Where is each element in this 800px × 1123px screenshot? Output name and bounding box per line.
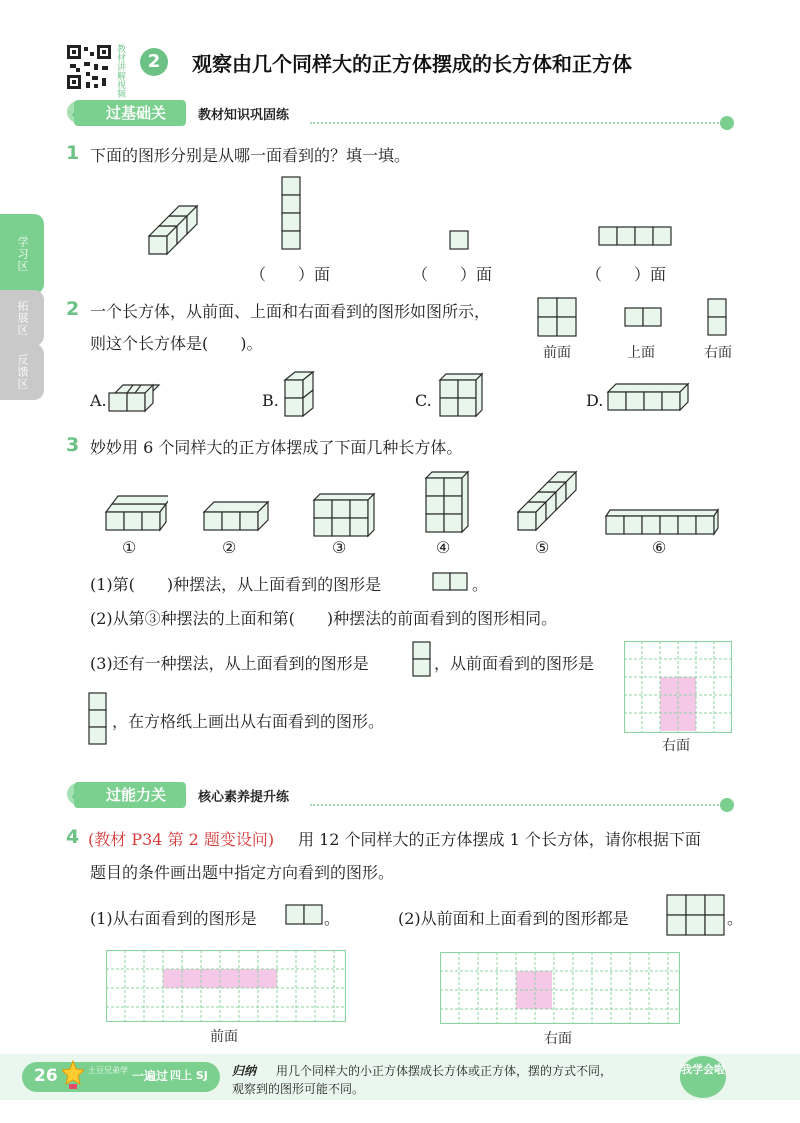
q3-sub1-end: 。: [472, 575, 489, 594]
footer: [0, 1052, 800, 1102]
summary-label: 归纳: [232, 1064, 257, 1078]
q1-figure-row: [598, 226, 672, 246]
footer-brand-small: 土豆兄弟学: [88, 1066, 128, 1075]
q3-number: 3: [66, 434, 80, 456]
q4-number: 4: [66, 826, 80, 848]
q4-grid-front-label: 前面: [210, 1029, 238, 1045]
q1-number: 1: [66, 142, 80, 164]
q1-blank-1[interactable]: （ ）面: [250, 265, 331, 284]
footer-brand: 一遍过: [132, 1069, 169, 1083]
star-mascot-icon: [62, 1060, 84, 1090]
q2-view-top: [624, 307, 662, 327]
q3-sub3-b: ，从前面看到的图形是: [434, 654, 595, 673]
q3-shape-4: [422, 468, 472, 538]
section1-subtitle: 教材知识巩固练: [198, 108, 290, 123]
q2-option-b-figure: [282, 368, 318, 418]
q1-figure-3d-row: [145, 202, 205, 256]
q4-sub1: (1)从右面看到的图形是: [90, 909, 257, 928]
side-tab-study[interactable]: 学习区: [0, 214, 44, 294]
q2-label-top: 上面: [627, 345, 655, 361]
q3-shape-3: [312, 490, 378, 538]
q3-grid-paper[interactable]: [624, 641, 732, 733]
q4-sub2-end: 。: [727, 909, 744, 928]
section2-divider: [310, 804, 722, 806]
qr-side-text: 教材讲解视频: [115, 44, 125, 98]
lesson-number-badge: 2: [140, 48, 168, 76]
q2-option-d[interactable]: D.: [586, 391, 604, 410]
q3-shape-5: [514, 468, 580, 534]
q3-shape-6: [604, 504, 720, 536]
q1-blank-2[interactable]: （ ）面: [412, 265, 493, 284]
q4-grid-front[interactable]: [106, 950, 346, 1022]
section1-banner: 过基础关: [74, 100, 186, 126]
q4-sub1-end: 。: [324, 909, 341, 928]
q3-shape-1: [102, 490, 168, 534]
summary-line2: 观察到的图形可能不同。: [232, 1082, 365, 1096]
section2-banner: 过能力关: [74, 782, 186, 808]
q3-sub3-a: (3)还有一种摆法，从上面看到的图形是: [90, 654, 369, 673]
q3-sub3-front-figure: [88, 692, 108, 746]
q3-sub3-top-figure: [412, 641, 432, 679]
q3-grid-label: 右面: [662, 738, 690, 754]
q2-option-b[interactable]: B.: [262, 391, 279, 410]
q2-line1: 一个长方体，从前面、上面和右面看到的图形如图所示，: [90, 302, 491, 321]
q3-sub3-c: ，在方格纸上画出从右面看到的图形。: [112, 712, 385, 731]
q3-label-3: ③: [332, 538, 347, 557]
q4-line1: 用 12 个同样大的正方体摆成 1 个长方体，请你根据下面: [298, 830, 701, 849]
section1-flower-icon: [720, 116, 734, 130]
q3-sub2: (2)从第③种摆法的上面和第( )种摆法的前面看到的图形相同。: [90, 609, 558, 628]
q4-sub2: (2)从前面和上面看到的图形都是: [398, 909, 629, 928]
q1-blank-3[interactable]: （ ）面: [586, 265, 667, 284]
q3-label-5: ⑤: [535, 538, 550, 557]
q3-sub1: (1)第( )种摆法，从上面看到的图形是: [90, 575, 382, 594]
badge-learned: 我学会啦: [680, 1056, 726, 1098]
q3-label-6: ⑥: [652, 538, 667, 557]
side-tab-expand[interactable]: 拓展区: [0, 290, 44, 346]
qr-code: [66, 44, 112, 90]
q2-option-a-figure: [107, 381, 161, 413]
q2-view-front: [537, 297, 577, 337]
q3-label-1: ①: [122, 538, 137, 557]
section2-flower-icon: [720, 798, 734, 812]
q2-option-d-figure: [604, 380, 690, 412]
q2-option-a[interactable]: A.: [90, 391, 107, 410]
q4-line2: 题目的条件画出题中指定方向看到的图形。: [90, 863, 395, 882]
q4-sub2-figure: [666, 894, 726, 936]
q2-label-front: 前面: [543, 345, 571, 361]
q4-source: (教材 P34 第 2 题变设问): [88, 830, 275, 849]
q2-view-right: [707, 298, 727, 336]
q4-grid-right-label: 右面: [544, 1031, 572, 1047]
q1-figure-square: [449, 230, 469, 250]
q3-label-4: ④: [436, 538, 451, 557]
page-number: 26: [34, 1066, 58, 1086]
q4-sub1-figure: [285, 904, 323, 926]
page-title: 观察由几个同样大的正方体摆成的长方体和正方体: [192, 52, 632, 76]
q3-label-2: ②: [222, 538, 237, 557]
q2-line2: 则这个长方体是( )。: [90, 334, 263, 353]
q2-label-right: 右面: [704, 345, 732, 361]
q1-text: 下面的图形分别是从哪一面看到的？填一填。: [90, 146, 411, 165]
summary-line1: 用几个同样大的小正方体摆成长方体或正方体，摆的方式不同，: [276, 1064, 613, 1078]
q3-shape-2: [200, 496, 272, 536]
side-tab-feedback[interactable]: 反馈区: [0, 344, 44, 400]
q2-number: 2: [66, 298, 80, 320]
q3-sub1-figure: [432, 572, 468, 592]
q3-text: 妙妙用 6 个同样大的正方体摆成了下面几种长方体。: [90, 438, 463, 457]
section1-divider: [310, 122, 722, 124]
footer-book: 四上 SJ: [170, 1069, 208, 1082]
q2-option-c-figure: [436, 370, 486, 418]
section2-subtitle: 核心素养提升练: [198, 790, 290, 805]
q4-grid-right[interactable]: [440, 952, 680, 1024]
q2-option-c[interactable]: C.: [415, 391, 432, 410]
q1-figure-column: [281, 176, 301, 250]
